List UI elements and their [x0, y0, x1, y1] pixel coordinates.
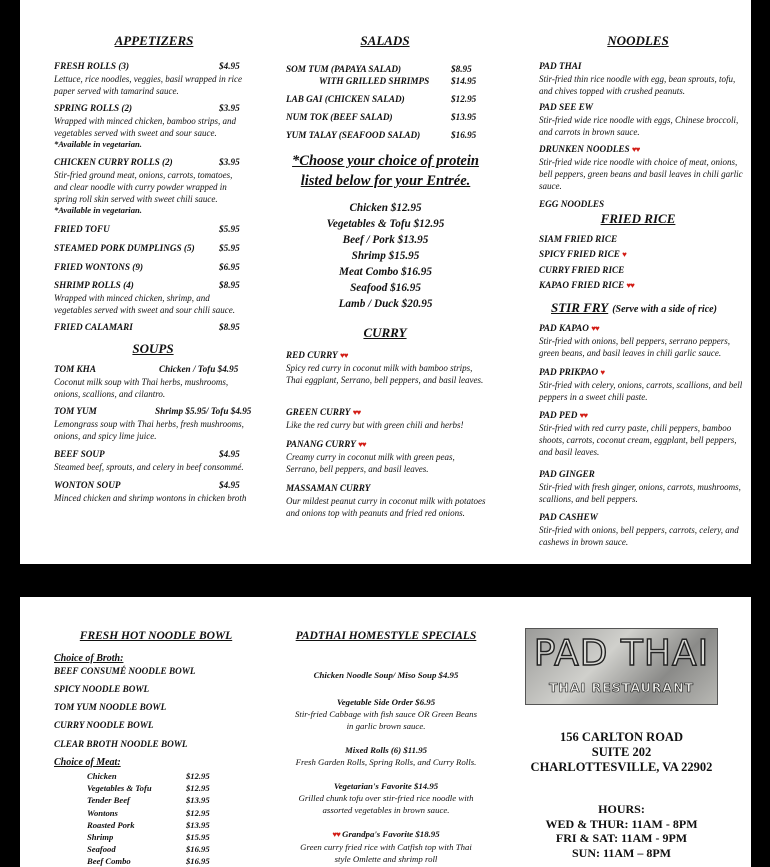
broth-item: CLEAR BROTH NOODLE BOWL [54, 739, 188, 749]
item-name: WITH GRILLED SHRIMPS [319, 76, 430, 86]
salad-item [286, 94, 405, 104]
menu-item [286, 439, 486, 475]
protein-item: Meat Combo $16.95 [339, 266, 432, 278]
fried-rice-item [539, 249, 626, 259]
menu-item [54, 157, 242, 216]
item-price: $4.95 [219, 480, 240, 490]
protein-item: Lamb / Duck $20.95 [338, 298, 433, 310]
menu-item [54, 406, 259, 442]
noodles-header: NOODLES [607, 33, 669, 48]
special-name: Vegetarian's Favorite $14.95 [333, 781, 439, 791]
menu-page-1 [20, 0, 751, 564]
meat-item: Seafood [87, 844, 116, 854]
protein-header-line2: listed below for your Entrée. [300, 173, 471, 189]
meat-price: $15.95 [186, 832, 210, 842]
item-price: $6.95 [219, 262, 240, 272]
chili-icon: ♥♥ [579, 411, 588, 420]
menu-item [54, 243, 244, 255]
item-price: $4.95 [219, 449, 240, 459]
menu-item [54, 364, 254, 400]
item-name: PAD CASHEW [539, 512, 598, 522]
chili-icon: ♥♥ [358, 440, 366, 449]
protein-header-line1: *Choose your choice of protein [292, 153, 479, 169]
protein-list [278, 200, 493, 312]
meat-item: Tender Beef [87, 795, 130, 805]
specials-list [275, 669, 497, 865]
item-name: PAD SEE EW [539, 102, 593, 112]
meat-price: $13.95 [186, 820, 210, 830]
salad-price: $13.95 [451, 112, 477, 122]
item-note: *Available in vegetarian. [54, 138, 142, 149]
menu-item [539, 410, 744, 458]
stir-fry-title: STIR FRY [551, 300, 609, 315]
special-name-row [275, 828, 497, 841]
item-name: BEEF SOUP [54, 449, 105, 459]
appetizers-header: APPETIZERS [114, 33, 194, 48]
item-name: MASSAMAN CURRY [286, 483, 371, 493]
stir-fry-header [551, 299, 751, 317]
chili-icon: ♥ [622, 250, 626, 259]
item-desc: Lemongrass soup with Thai herbs, fresh mushrooms, onions, and spicy lime juice. [54, 418, 244, 441]
item-name: SHRIMP ROLLS (4) [54, 280, 134, 290]
menu-item [539, 144, 743, 192]
item-desc: Stir-fried wide rice noodle with eggs, Chinese broccoli, and carrots in brown sauce. [539, 114, 739, 137]
specials-header: PADTHAI HOMESTYLE SPECIALS [295, 630, 477, 642]
item-name: EGG NOODLES [539, 199, 605, 209]
menu-item [286, 483, 486, 519]
logo-title: PAD THAI [533, 633, 710, 674]
broth-item: TOM YUM NOODLE BOWL [54, 702, 167, 712]
item-desc: Like the red curry but with green chili and herbs! [286, 419, 464, 430]
item-name: NUM TOK (BEEF SALAD) [286, 112, 393, 122]
item-price: $8.95 [219, 322, 240, 332]
meat-item: Wontons [87, 808, 118, 818]
salad-price: $12.95 [451, 94, 477, 104]
fried-rice-item [539, 280, 634, 290]
item-name: PAD GINGER [539, 469, 595, 479]
hours-block [510, 802, 733, 860]
protein-header [278, 151, 493, 191]
item-name: FRIED CALAMARI [54, 322, 133, 332]
item-name: FRESH ROLLS (3) [54, 61, 130, 71]
menu-item [286, 407, 486, 431]
meat-price: $16.95 [186, 844, 210, 854]
item-name: GREEN CURRY [286, 407, 351, 417]
item-name: RED CURRY [286, 350, 338, 360]
protein-item: Seafood $16.95 [350, 282, 421, 294]
noodle-bowl-header: FRESH HOT NOODLE BOWL [79, 630, 233, 642]
item-desc: Wrapped with minced chicken, shrimp, and vegetables served with sweet and sour chili sauce. [54, 292, 235, 315]
broth-item: CURRY NOODLE BOWL [54, 720, 154, 730]
item-desc: Minced chicken and shrimp wontons in chicken broth [54, 492, 247, 503]
item-price: $4.95 [219, 61, 240, 71]
item-name: PAD PRIKPAO [539, 367, 599, 377]
protein-item: Shrimp $15.95 [351, 250, 420, 262]
menu-item [54, 449, 274, 473]
item-name: CHICKEN CURRY ROLLS (2) [54, 157, 173, 167]
chili-icon: ♥♥ [352, 408, 361, 417]
item-desc: Coconut milk soup with Thai herbs, mushrooms, onions, scallions, and cilantro. [54, 376, 229, 399]
meat-item: Chicken [87, 771, 117, 781]
item-desc: Wrapped with minced chicken, bamboo strips, and vegetables served with sweet and sour sauce. [54, 115, 236, 138]
menu-item [539, 199, 739, 211]
item-price: Chicken / Tofu $4.95 [159, 364, 239, 374]
item-price: $5.95 [219, 243, 240, 253]
broth-label: Choice of Broth: [54, 653, 124, 664]
hours-line: WED & THUR: 11AM - 8PM [545, 816, 698, 831]
address-line: CHARLOTTESVILLE, VA 22902 [530, 760, 713, 774]
address-line: SUITE 202 [591, 745, 652, 759]
item-name: STEAMED PORK DUMPLINGS (5) [54, 243, 195, 253]
item-name: KAPAO FRIED RICE [539, 280, 625, 290]
salad-item [286, 64, 401, 74]
broth-item: BEEF CONSUMÉ NOODLE BOWL [54, 666, 196, 676]
item-price: Shrimp $5.95/ Tofu $4.95 [155, 406, 252, 416]
hours-label: HOURS: [598, 802, 645, 816]
menu-item [539, 102, 739, 138]
meat-item: Shrimp [87, 832, 114, 842]
item-desc: Stir-fried with onions, bell peppers, carrots, celery, and cashews in brown sauce. [539, 524, 739, 547]
item-desc: Stir-fried thin rice noodle with egg, bean sprouts, tofu, and chives topped with crushed peanuts. [539, 73, 736, 96]
soups-header: SOUPS [132, 341, 174, 356]
item-note: *Available in vegetarian. [54, 204, 142, 215]
item-desc: Spicy red curry in coconut milk with bamboo strips, Thai eggplant, Serrano, bell peppers, and basil leaves. [286, 362, 484, 385]
item-name: SPRING ROLLS (2) [54, 103, 133, 113]
special-name: Chicken Noodle Soup/ Miso Soup $4.95 [313, 670, 459, 680]
special-name: Grandpa's Favorite $18.95 [342, 829, 440, 839]
item-name: TOM KHA [54, 364, 96, 374]
menu-item [54, 480, 274, 504]
special-desc: assorted vegetables in brown sauce. [322, 805, 450, 815]
menu-item [54, 103, 244, 150]
special-desc: in garlic brown sauce. [346, 721, 426, 731]
protein-item: Beef / Pork $13.95 [342, 234, 429, 246]
salad-price: $14.95 [451, 76, 477, 86]
salad-item [319, 76, 429, 86]
address-block [510, 730, 733, 775]
salad-item [286, 112, 393, 122]
fried-rice-item: SIAM FRIED RICE [539, 234, 618, 244]
hours-line: SUN: 11AM – 8PM [572, 845, 671, 860]
chili-icon: ♥♥ [626, 281, 634, 290]
item-desc: Stir-fried with onions, bell peppers, serrano peppers, green beans, and basil leaves in chili garlic sauce. [539, 335, 731, 358]
special-desc: Stir-fried Cabbage with fish sauce OR Green Beans [294, 709, 477, 719]
menu-item [539, 367, 744, 403]
special-desc: style Omlette and shrimp roll [334, 854, 438, 864]
special-desc: Green curry fried rice with Catfish top with Thai [300, 842, 472, 852]
chili-icon: ♥♥ [332, 830, 340, 839]
item-desc: Our mildest peanut curry in coconut milk with potatoes and onions top with peanuts and fried red onions. [286, 495, 486, 518]
item-name: YUM TALAY (SEAFOOD SALAD) [286, 130, 421, 140]
fried-rice-item: CURRY FRIED RICE [539, 265, 625, 275]
meat-price: $12.95 [186, 771, 210, 781]
chili-icon: ♥♥ [591, 324, 599, 333]
logo-subtitle: THAI RESTAURANT [548, 680, 695, 695]
restaurant-logo [525, 628, 718, 705]
item-name: WONTON SOUP [54, 480, 121, 490]
item-price: $3.95 [219, 103, 240, 113]
item-name: LAB GAI (CHICKEN SALAD) [286, 94, 405, 104]
address-line: 156 CARLTON ROAD [560, 730, 683, 744]
menu-page-2 [20, 597, 751, 867]
item-price: $3.95 [219, 157, 240, 167]
meat-price: $12.95 [186, 808, 210, 818]
item-desc: Stir-fried ground meat, onions, carrots, tomatoes, and clear noodle with curry powder wrapped in spring roll skin served with sweet chili sauce. [54, 169, 233, 204]
menu-item [54, 322, 244, 334]
menu-item [286, 350, 486, 386]
menu-item [54, 280, 246, 316]
menu-item [539, 469, 744, 505]
meat-price: $16.95 [186, 856, 210, 866]
menu-item [539, 61, 739, 97]
fried-rice-header: FRIED RICE [600, 211, 676, 226]
special-desc: Grilled chunk tofu over stir-fried rice noodle with [298, 793, 474, 803]
item-name: FRIED TOFU [54, 224, 110, 234]
item-desc: Steamed beef, sprouts, and celery in beef consommé. [54, 461, 244, 472]
menu-item [54, 61, 242, 97]
item-name: PAD THAI [539, 61, 582, 71]
item-desc: Stir-fried with fresh ginger, onions, carrots, mushrooms, scallions, and bell peppers. [539, 481, 741, 504]
item-name: SOM TUM (PAPAYA SALAD) [286, 64, 402, 74]
item-desc: Creamy curry in coconut milk with green peas, Serrano, bell peppers, and basil leaves. [286, 451, 455, 474]
salad-item [286, 130, 420, 140]
menu-item [54, 224, 244, 236]
chili-icon: ♥♥ [339, 351, 348, 360]
item-name: PAD KAPAO [539, 323, 589, 333]
menu-item [539, 323, 744, 359]
item-price: $8.95 [219, 280, 240, 290]
broth-item: SPICY NOODLE BOWL [54, 684, 150, 694]
item-desc: Stir-fried wide rice noodle with choice of meat, onions, bell peppers, green beans and basil leaves in chili garlic sauce. [539, 156, 743, 191]
meat-item: Roasted Pork [87, 820, 135, 830]
item-name: DRUNKEN NOODLES [539, 144, 630, 154]
item-name: SPICY FRIED RICE [539, 249, 620, 259]
special-desc: Fresh Garden Rolls, Spring Rolls, and Curry Rolls. [295, 757, 477, 767]
item-name: TOM YUM [54, 406, 97, 416]
protein-item: Vegetables & Tofu $12.95 [326, 218, 445, 230]
hours-line: FRI & SAT: 11AM - 9PM [555, 831, 688, 845]
special-name: Vegetable Side Order $6.95 [336, 697, 436, 707]
stir-fry-subtitle: (Serve with a side of rice) [612, 304, 717, 315]
item-name: FRIED WONTONS (9) [54, 262, 143, 272]
item-name: PAD PED [539, 410, 578, 420]
item-desc: Stir-fried with celery, onions, carrots, scallions, and bell peppers in a sweet chili paste. [539, 379, 743, 402]
meat-label: Choice of Meat: [54, 757, 121, 768]
meat-item: Vegetables & Tofu [87, 783, 152, 793]
menu-item [54, 262, 244, 274]
chili-icon: ♥ [600, 368, 605, 377]
special-name: Mixed Rolls (6) $11.95 [344, 745, 428, 755]
curry-header: CURRY [363, 325, 407, 340]
protein-item: Chicken $12.95 [349, 202, 422, 214]
salad-price: $16.95 [451, 130, 477, 140]
menu-item [539, 512, 744, 548]
item-name: PANANG CURRY [286, 439, 356, 449]
meat-price: $12.95 [186, 783, 210, 793]
item-desc: Stir-fried with red curry paste, chili peppers, bamboo shoots, carrots, coconut cream, eggplant, bell peppers, and basil leaves. [539, 422, 737, 457]
salads-header: SALADS [360, 33, 410, 48]
meat-item: Beef Combo [87, 856, 131, 866]
meat-price: $13.95 [186, 795, 210, 805]
item-desc: Lettuce, rice noodles, veggies, basil wrapped in rice paper served with tamarind sauce. [54, 73, 242, 96]
item-price: $5.95 [219, 224, 240, 234]
chili-icon: ♥♥ [631, 145, 640, 154]
salad-price: $8.95 [451, 64, 472, 74]
